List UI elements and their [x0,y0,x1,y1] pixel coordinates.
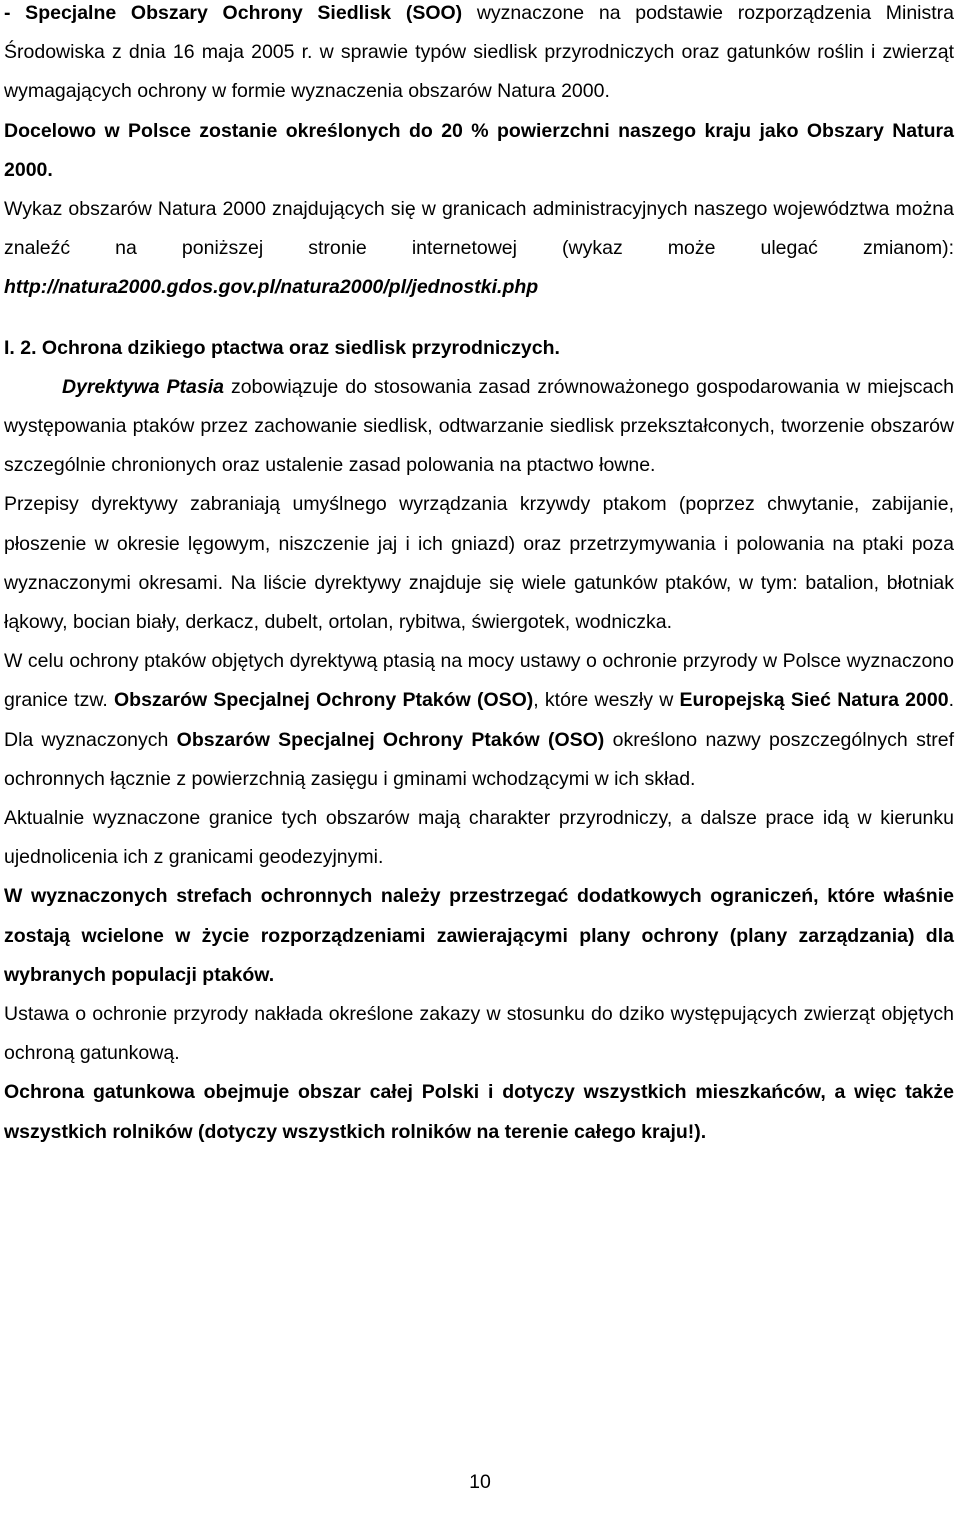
natura-network-term: Europejską Sieć Natura 2000 [679,689,949,712]
soo-term: - Specjalne Obszary Ochrony Siedlisk (SOO) [4,2,463,24]
wcelu-text-4: określono nazwy poszczególnych stref ochronnych łącznie z powierzchnią zasięgu i gminami wchodzącymi w ich skład. [4,728,954,790]
paragraph-dyrektywa [4,368,954,486]
natura-link[interactable]: http://natura2000.gdos.gov.pl/natura2000/pl/jednostki.php [4,276,539,299]
paragraph-wykaz [4,190,954,308]
soo-text: wyznaczone na podstawie rozporządzenia Ministra Środowiska z dnia 16 maja 2005 r. w sprawie typów siedlisk przyrodniczych oraz gatunków roślin i zwierząt wymagających ochrony w formie wyznaczenia obszarów Natura 2000. [4,2,954,103]
page-number: 10 [469,1471,491,1493]
paragraph-wcelu [4,642,954,799]
paragraph-przepisy: Przepisy dyrektywy zabraniają umyślnego wyrządzania krzywdy ptakom (poprzez chwytanie, zabijanie, płoszenie w okresie lęgowym, niszczenie jaj i ich gniazd) oraz przetrzymywania i polowania na ptaki poza wyznaczonymi okresami. Na liście dyrektywy znajduje się wiele gatunków ptaków, w tym: batalion, błotniak łąkowy, bocian biały, derkacz, dubelt, ortolan, rybitwa, świergotek, wodniczka. [4,493,954,634]
paragraph-wyznaczonych: W wyznaczonych strefach ochronnych należy przestrzegać dodatkowych ograniczeń, które właśnie zostają wcielone w życie rozporządzeniami zawierającymi plany ochrony (plany zarządzania) dla wybranych populacji ptaków. [4,885,954,986]
wcelu-text-2: , które weszły w [533,689,680,712]
wcelu-text-3: . Dla wyznaczonych [4,689,954,751]
dyrektywa-text: zobowiązuje do stosowania zasad zrównoważonego gospodarowania w miejscach występowania ptaków przez zachowanie siedlisk, odtwarzanie siedlisk przekształconych, tworzenie obszarów szczególnie chronionych oraz ustalenie zasad polowania na ptactwo łowne. [4,375,954,477]
dyrektywa-term: Dyrektywa Ptasia [62,375,224,398]
paragraph-aktualnie: Aktualnie wyznaczone granice tych obszarów mają charakter przyrodniczy, a dalsze prace idą w kierunku ujednolicenia ich z granicami geodezyjnymi. [4,807,954,869]
paragraph-docelowo: Docelowo w Polsce zostanie określonych do 20 % powierzchni naszego kraju jako Obszary Natura 2000. [4,119,954,181]
oso-term-2: Obszarów Specjalnej Ochrony Ptaków (OSO) [176,728,605,751]
wykaz-text: Wykaz obszarów Natura 2000 znajdujących się w granicach administracyjnych naszego województwa można znaleźć na poniższej stronie internetowej (wykaz może ulegać zmianom): [4,198,954,260]
paragraph-soo [4,0,954,112]
document-page [4,0,954,1152]
section-heading: I. 2. Ochrona dzikiego ptactwa oraz siedlisk przyrodniczych. [4,336,560,359]
paragraph-ochrona: Ochrona gatunkowa obejmuje obszar całej Polski i dotyczy wszystkich mieszkańców, a więc także wszystkich rolników (dotyczy wszystkich rolników na terenie całego kraju!). [4,1081,954,1143]
wcelu-text-1: W celu ochrony ptaków objętych dyrektywą ptasią na mocy ustawy o ochronie przyrody w Polsce wyznaczono granice tzw. [4,650,954,712]
oso-term-1: Obszarów Specjalnej Ochrony Ptaków (OSO) [113,689,534,712]
paragraph-ustawa: Ustawa o ochronie przyrody nakłada określone zakazy w stosunku do dziko występujących zwierząt objętych ochroną gatunkową. [4,1003,954,1065]
